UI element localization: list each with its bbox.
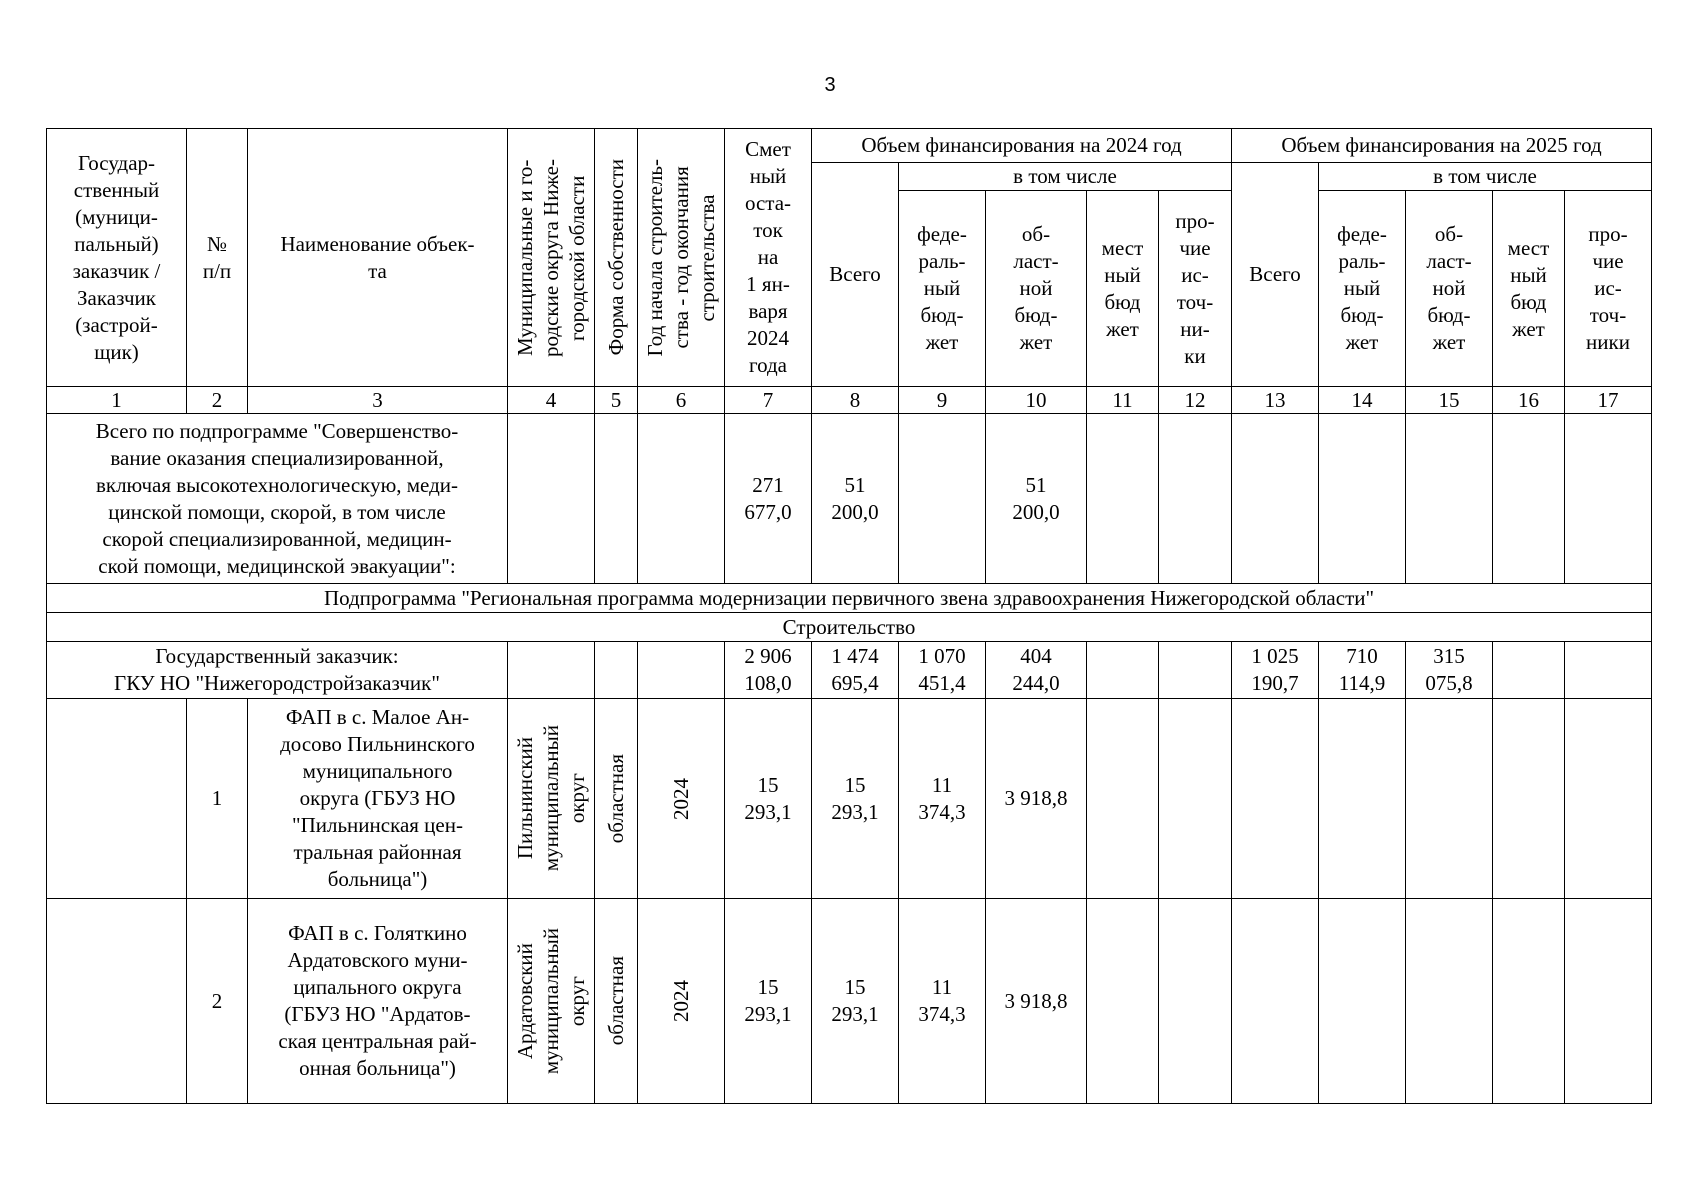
column-number: 7: [725, 387, 812, 414]
object-balance: 15 293,1: [725, 899, 812, 1104]
section-title: Строительство: [47, 613, 1652, 642]
object-total-2024: 15 293,1: [812, 899, 899, 1104]
customer-regional-2024: 404 244,0: [986, 642, 1087, 699]
investment-table: [46, 128, 1652, 1104]
header-federal-2025: феде- раль- ный бюд- жет: [1319, 191, 1406, 387]
object-name: ФАП в с. Голяткино Ардатовского муни- ципального округа (ГБУЗ НО "Ардатов- ская центральная рай- онная больница"): [248, 899, 508, 1104]
subprogram-total-row: [47, 414, 1652, 584]
header-customer: Государ- ственный (муници- пальный) заказчик / Заказчик (застрой- щик): [47, 129, 187, 387]
header-number: № п/п: [187, 129, 248, 387]
table-row: [47, 699, 1652, 899]
object-balance: 15 293,1: [725, 699, 812, 899]
header-local-2024: мест ный бюд жет: [1087, 191, 1159, 387]
column-numbers-row: [47, 387, 1652, 414]
column-number: 12: [1159, 387, 1232, 414]
column-number: 6: [638, 387, 725, 414]
customer-balance: 2 906 108,0: [725, 642, 812, 699]
object-year: 2024: [638, 899, 725, 1104]
header-other-2024: про- чие ис- точ- ни- ки: [1159, 191, 1232, 387]
subprogram-total-2024: 51 200,0: [812, 414, 899, 584]
table-row: [47, 899, 1652, 1104]
column-number: 8: [812, 387, 899, 414]
customer-row: [47, 642, 1652, 699]
header-federal-2024: феде- раль- ный бюд- жет: [899, 191, 986, 387]
column-number: 4: [508, 387, 595, 414]
customer-federal-2025: 710 114,9: [1319, 642, 1406, 699]
header-object-name: Наименование объек- та: [248, 129, 508, 387]
header-construction-years: Год начала строитель- ства - год окончания строительства: [638, 129, 725, 387]
subprogram-regional-2024: 51 200,0: [986, 414, 1087, 584]
subprogram-total-balance: 271 677,0: [725, 414, 812, 584]
object-year: 2024: [638, 699, 725, 899]
column-number: 2: [187, 387, 248, 414]
column-number: 5: [595, 387, 638, 414]
customer-federal-2024: 1 070 451,4: [899, 642, 986, 699]
column-number: 15: [1406, 387, 1493, 414]
header-local-2025: мест ный бюд жет: [1493, 191, 1565, 387]
object-district: Ардатовский муниципальный округ: [508, 899, 595, 1104]
header-districts: Муниципальные и го- родские округа Ниже- городской области: [508, 129, 595, 387]
object-federal-2024: 11 374,3: [899, 699, 986, 899]
header-regional-2025: об- ласт- ной бюд- жет: [1406, 191, 1493, 387]
object-total-2024: 15 293,1: [812, 699, 899, 899]
column-number: 13: [1232, 387, 1319, 414]
column-number: 14: [1319, 387, 1406, 414]
object-name: ФАП в с. Малое Ан- досово Пильнинского муниципального округа (ГБУЗ НО "Пильнинская цен- тральная районная больница"): [248, 699, 508, 899]
header-regional-2024: об- ласт- ной бюд- жет: [986, 191, 1087, 387]
object-regional-2024: 3 918,8: [986, 699, 1087, 899]
header-other-2025: про- чие ис- точ- ники: [1565, 191, 1652, 387]
header-total-2025: Всего: [1232, 163, 1319, 387]
object-ownership: областная: [595, 699, 638, 899]
customer-total-2025: 1 025 190,7: [1232, 642, 1319, 699]
subprogram-title: Подпрограмма "Региональная программа модернизации первичного звена здравоохранения Нижегородской области": [47, 584, 1652, 613]
subprogram-total-label: Всего по подпрограмме "Совершенство- вание оказания специализированной, включая высокотехнологическую, меди- цинской помощи, скорой, в том числе скорой специализированной, медицин- ской помощи, медицинской эвакуации":: [47, 414, 508, 584]
column-number: 3: [248, 387, 508, 414]
object-district: Пильнинский муниципальный округ: [508, 699, 595, 899]
column-number: 17: [1565, 387, 1652, 414]
header-ownership: Форма собственности: [595, 129, 638, 387]
column-number: 10: [986, 387, 1087, 414]
column-number: 1: [47, 387, 187, 414]
page-number: 3: [824, 74, 836, 96]
object-number: 2: [187, 899, 248, 1104]
header-total-2024: Всего: [812, 163, 899, 387]
header-estimated-balance: Смет ный оста- ток на 1 ян- варя 2024 года: [725, 129, 812, 387]
customer-total-2024: 1 474 695,4: [812, 642, 899, 699]
column-number: 16: [1493, 387, 1565, 414]
column-number: 11: [1087, 387, 1159, 414]
object-federal-2024: 11 374,3: [899, 899, 986, 1104]
header-financing-2024: Объем финансирования на 2024 год: [812, 129, 1232, 163]
column-number: 9: [899, 387, 986, 414]
header-including-2024: в том числе: [899, 163, 1232, 191]
header-financing-2025: Объем финансирования на 2025 год: [1232, 129, 1652, 163]
object-number: 1: [187, 699, 248, 899]
object-regional-2024: 3 918,8: [986, 899, 1087, 1104]
header-including-2025: в том числе: [1319, 163, 1652, 191]
customer-regional-2025: 315 075,8: [1406, 642, 1493, 699]
object-ownership: областная: [595, 899, 638, 1104]
customer-label: Государственный заказчик: ГКУ НО "Нижегородстройзаказчик": [47, 642, 508, 699]
